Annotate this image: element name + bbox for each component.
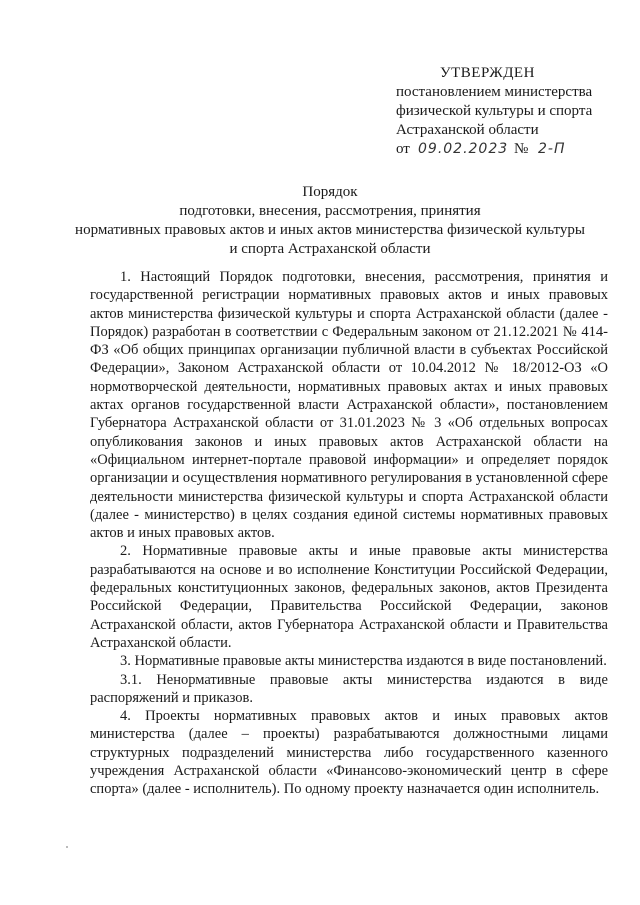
title-line-1: Порядок [302,184,358,200]
scan-speck [66,846,68,848]
approval-line-1: постановлением министерства [396,84,593,100]
approval-line-3: Астраханской области [396,122,539,138]
title-line-3: нормативных правовых актов и иных актов министерства физической культуры [75,222,585,238]
paragraph-3-1: 3.1. Ненормативные правовые акты министерства издаются в виде распоряжений и приказов. [90,671,608,706]
approval-heading: УТВЕРЖДЕН [440,65,535,81]
approval-line-2: физической культуры и спорта [396,103,593,119]
approval-date-line [396,140,626,162]
paragraph-1: 1. Настоящий Порядок подготовки, внесения, рассмотрения, принятия и государственной регистрации нормативных правовых актов и иных правовых актов министерства физической культуры и спорта Астраханской области (далее - Порядок) разработан в соответствии с Федеральным законом от 21.12.2021 № 414-ФЗ «Об общих принципах организации публичной власти в субъектах Российской Федерации», Законом Астраханской области от 10.04.2012 № 18/2012-ОЗ «О нормотворческой деятельности, нормативных правовых актах и иных правовых актах органов государственной власти Астраханской области», постановлением Губернатора Астраханской области от 31.01.2023 № 3 «Об отдельных вопросах опубликования законов и иных правовых актов Астраханской области на «Официальном интернет-портале правовой информации» и определяет порядок организации и осуществления нормативного регулирования в установленной сфере деятельности министерства физической культуры и спорта Астраханской области (далее - министерство) в целях создания единой системы нормативных правовых актов и иных правовых актов. [90,269,608,542]
number-sign: № [514,141,529,157]
title-line-4: и спорта Астраханской области [229,241,431,257]
title-line-2: подготовки, внесения, рассмотрения, принятия [179,203,481,219]
paragraph-3: 3. Нормативные правовые акты министерства издаются в виде постановлений. [120,653,607,670]
document-title [60,183,600,259]
paragraph-2: 2. Нормативные правовые акты и иные правовые акты министерства разрабатываются на основе и во исполнение Конституции Российской Федерации, федеральных конституционных законов, федеральных законов, актов Президента Российской Федерации, Правительства Российской Федерации, законов Астраханской области, актов Губернатора Астраханской области и Правительства Астраханской области. [90,543,608,651]
handwritten-number: 2-П [538,141,566,157]
paragraph-4: 4. Проекты нормативных правовых актов и иных правовых актов министерства (далее – проекты) разрабатываются должностными лицами структурных подразделений министерства либо государственного казенного учреждения Астраханской области «Финансово-экономический центр в сфере спорта» (далее - исполнитель). По одному проекту назначается один исполнитель. [90,708,608,798]
approval-stamp-block [396,64,626,162]
handwritten-date: 09.02.2023 [418,141,509,157]
approval-from-label: от [396,141,410,157]
document-body [90,268,608,799]
